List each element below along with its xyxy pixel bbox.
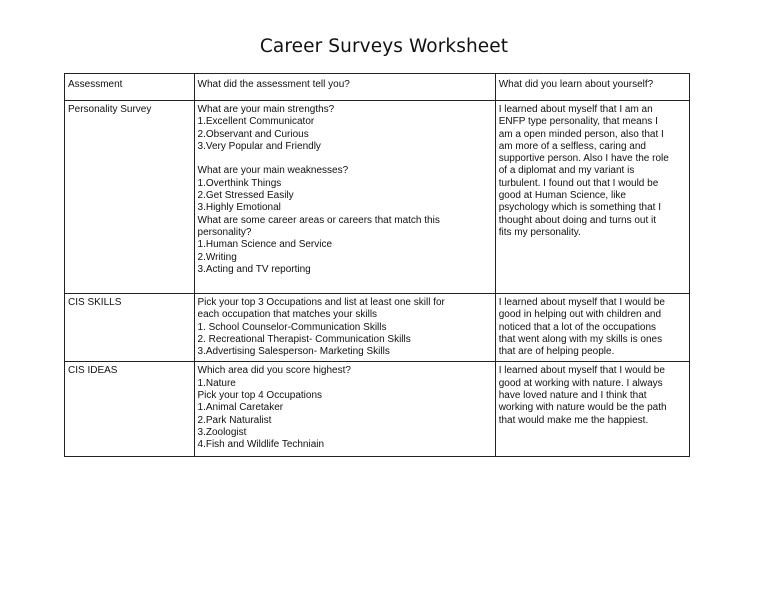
- assessment-cell: Personality Survey: [65, 101, 195, 294]
- page-title: Career Surveys Worksheet: [259, 36, 509, 57]
- learned-line: working with nature would be the path: [498, 402, 667, 414]
- table-row: [65, 294, 690, 362]
- told-line: 3.Zoologist: [197, 426, 247, 438]
- told-line: 1. School Counselor-Communication Skills: [197, 321, 387, 333]
- learned-line: good at Human Science, like: [498, 190, 626, 202]
- table-row: [65, 101, 690, 294]
- told-line: personality?: [197, 226, 252, 238]
- told-line: Which area did you score highest?: [197, 365, 351, 377]
- worksheet-table: [64, 73, 690, 457]
- told-cell: [194, 362, 495, 457]
- learned-line: supportive person. Also I have the role: [498, 153, 669, 165]
- told-line: 3.Highly Emotional: [197, 202, 281, 214]
- learned-cell: [495, 294, 689, 362]
- told-line: 1.Overthink Things: [197, 177, 282, 189]
- told-line: 1.Excellent Communicator: [197, 116, 315, 128]
- learned-line: ENFP type personality, that means I: [498, 116, 658, 128]
- learned-line: good in helping out with children and: [498, 309, 662, 321]
- learned-line: that would make me the happiest.: [498, 414, 649, 426]
- learned-line: am more of a selfless, caring and: [498, 140, 646, 152]
- learned-line: noticed that a lot of the occupations: [498, 321, 657, 333]
- header-assessment-told: What did the assessment tell you?: [194, 74, 495, 101]
- told-line: 3.Advertising Salesperson- Marketing Skills: [197, 346, 390, 358]
- learned-line: turbulent. I found out that I would be: [498, 177, 659, 189]
- learned-line: that went along with my skills is ones: [498, 333, 663, 345]
- learned-line: fits my personality.: [498, 226, 581, 238]
- told-cell: [194, 294, 495, 362]
- told-line: 1.Nature: [197, 377, 236, 389]
- header-assessment: Assessment: [65, 74, 195, 101]
- told-line: Pick your top 4 Occupations: [197, 390, 323, 402]
- learned-line: of a diplomat and my variant is: [498, 165, 635, 177]
- told-line: 2.Park Naturalist: [197, 414, 272, 426]
- assessment-cell: CIS SKILLS: [65, 294, 195, 362]
- learned-line: psychology which is something that I: [498, 202, 662, 214]
- told-cell: [194, 101, 495, 294]
- learned-cell: [495, 362, 689, 457]
- learned-line: am a open minded person, also that I: [498, 128, 664, 140]
- learned-line: I learned about myself that I am an: [498, 104, 653, 115]
- told-line: 2.Get Stressed Easily: [197, 190, 294, 202]
- header-learned: What did you learn about yourself?: [495, 74, 689, 101]
- told-line: What are your main weaknesses?: [197, 165, 349, 177]
- told-line: 1.Animal Caretaker: [197, 402, 284, 414]
- learned-line: thought about doing and turns out it: [498, 214, 657, 226]
- told-line: 2.Writing: [197, 251, 237, 263]
- told-line: Pick your top 3 Occupations and list at least one skill for: [197, 297, 445, 308]
- learned-cell: [495, 101, 689, 294]
- table-row: [65, 362, 690, 457]
- told-line: each occupation that matches your skills: [197, 309, 378, 321]
- learned-line: have loved nature and I think that: [498, 390, 647, 402]
- learned-line: good at working with nature. I always: [498, 377, 663, 389]
- told-line: 4.Fish and Wildlife Techniain: [197, 439, 325, 451]
- told-line: 2. Recreational Therapist- Communication Skills: [197, 333, 411, 345]
- told-line: What are your main strengths?: [197, 104, 335, 115]
- told-line: 2.Observant and Curious: [197, 128, 309, 140]
- told-line-blank: [198, 153, 492, 165]
- assessment-cell: CIS IDEAS: [65, 362, 195, 457]
- told-line: 3.Acting and TV reporting: [197, 263, 311, 275]
- learned-line: I learned about myself that I would be: [498, 365, 665, 377]
- table-header-row: [65, 74, 690, 101]
- learned-line: I learned about myself that I would be: [498, 297, 665, 308]
- told-line: 3.Very Popular and Friendly: [197, 140, 321, 152]
- learned-line: that are of helping people.: [498, 346, 615, 358]
- told-line: 1.Human Science and Service: [197, 239, 333, 251]
- told-line: What are some career areas or careers that match this: [197, 214, 440, 226]
